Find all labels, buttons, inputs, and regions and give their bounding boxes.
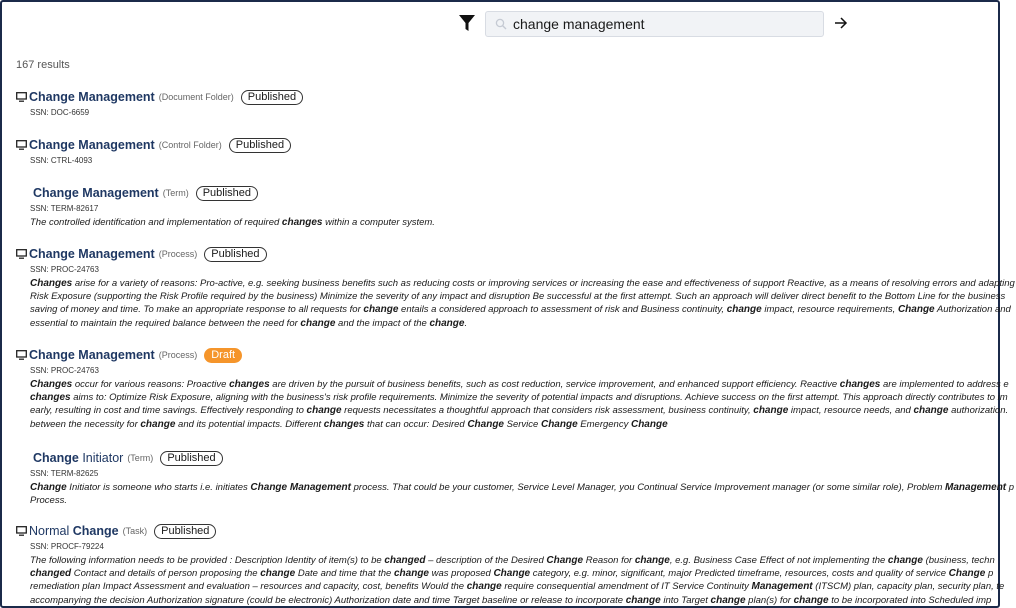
- description-text: within a computer system.: [322, 217, 435, 228]
- description-text: The following information needs to be provided : Description Identity of item(s) to be: [30, 555, 385, 566]
- highlight-term: Change: [540, 418, 578, 430]
- description-text: plan(s) for: [745, 594, 794, 606]
- description-text: are implemented to address e: [880, 379, 1009, 390]
- highlight-term: changes: [281, 217, 323, 228]
- result-description-line: [16, 216, 1016, 229]
- description-text: require consequential amendment of IT Service Continuity: [501, 581, 752, 593]
- result-type: (Document Folder): [158, 92, 234, 102]
- highlight-term: change: [793, 594, 829, 606]
- status-badge: Published: [160, 451, 222, 466]
- highlight-term: change: [726, 304, 762, 316]
- result-title-link[interactable]: [29, 524, 119, 538]
- highlight-term: change: [710, 594, 746, 606]
- result-item: [2, 136, 1002, 184]
- result-type: (Term): [162, 188, 189, 198]
- result-header: [16, 88, 1002, 106]
- description-text: Initiator is someone who starts i.e. initiates: [66, 482, 251, 493]
- result-description-line: [16, 554, 1016, 567]
- highlight-term: change: [913, 405, 949, 417]
- title-part: Change: [72, 524, 119, 538]
- description-text: into Target: [660, 594, 711, 606]
- highlight-term: Change Management: [250, 482, 351, 493]
- description-text: occur for various reasons: Proactive: [72, 379, 230, 390]
- highlight-term: change: [625, 594, 661, 606]
- result-description-line: [16, 378, 1016, 391]
- description-text: p: [1006, 482, 1015, 493]
- description-text: essential to maintain the required balance between the need for: [30, 317, 301, 329]
- description-text: was proposed: [429, 568, 494, 580]
- monitor-icon: [16, 526, 27, 536]
- result-description-line: [16, 317, 1016, 330]
- highlight-term: change: [393, 568, 429, 580]
- highlight-term: changed: [30, 568, 72, 580]
- result-ssn: SSN: DOC-6659: [30, 108, 90, 117]
- highlight-term: Change: [948, 568, 986, 580]
- highlight-term: changes: [229, 379, 270, 390]
- search-box[interactable]: [485, 11, 824, 37]
- filter-icon[interactable]: [458, 14, 476, 32]
- description-text: Process.: [30, 495, 67, 507]
- description-text: process. That could be your customer, Service Level Manager, you Continual Service Improvement manager (or some similar role), Problem: [351, 482, 946, 493]
- description-text: and its potential impacts. Different: [175, 418, 324, 430]
- description-text: Service: [504, 418, 541, 430]
- highlight-term: change: [140, 418, 176, 430]
- description-text: aims to: Optimize Risk Exposure, aligning with the business's risk profile requirements. Minimize the severity of potential impacts and disruptions. Achieve success on the first attempt. This approach directly contributes to im: [70, 392, 1008, 404]
- description-text: Authorization and: [934, 304, 1011, 316]
- status-badge: Published: [204, 247, 266, 262]
- result-header: [16, 245, 1002, 263]
- highlight-term: changed: [384, 555, 426, 566]
- result-description-line: [16, 494, 1016, 507]
- result-title-link[interactable]: Change Management: [29, 247, 155, 261]
- highlight-term: change: [429, 317, 465, 329]
- result-description-line: [16, 277, 1016, 290]
- status-badge: Published: [229, 138, 291, 153]
- highlight-term: changes: [323, 418, 365, 430]
- highlight-term: change: [300, 317, 336, 329]
- description-text: Date and time that the: [295, 568, 394, 580]
- search-input[interactable]: [513, 14, 813, 34]
- result-header: [16, 346, 1002, 364]
- arrow-right-icon[interactable]: [834, 16, 848, 30]
- result-header: [16, 449, 1002, 467]
- status-badge: Published: [241, 90, 303, 105]
- highlight-term: changes: [30, 392, 71, 404]
- description-text: arise for a variety of reasons: Pro-active, e.g. seeking business benefits such as reducing costs or improving services or increasing the ease and effectiveness of support Reactive, as a means of resolving errors and adapting: [72, 278, 1015, 289]
- highlight-term: Change: [897, 304, 935, 316]
- result-ssn: SSN: PROCF-79224: [30, 542, 104, 551]
- result-item: [2, 449, 1015, 522]
- result-item: [2, 245, 1015, 346]
- result-item: [2, 184, 1002, 245]
- highlight-term: change: [306, 405, 342, 417]
- description-text: Reason for: [583, 555, 635, 566]
- description-text: saving of money and time. To make an appropriate response to all requests for: [30, 304, 364, 316]
- result-title-link[interactable]: Change Management: [29, 138, 155, 152]
- results-count: 167 results: [16, 59, 70, 71]
- highlight-term: Change: [30, 482, 67, 493]
- monitor-icon: [16, 140, 27, 150]
- monitor-icon: [16, 249, 27, 259]
- highlight-term: Changes: [30, 278, 73, 289]
- status-badge: Draft: [204, 348, 242, 363]
- result-item: [2, 346, 1009, 449]
- description-text: – description of the Desired: [425, 555, 547, 566]
- result-description-line: [16, 567, 1016, 580]
- result-type: (Term): [127, 453, 154, 463]
- monitor-icon: [16, 92, 27, 102]
- description-text: , e.g. Business Case Effect of not implementing the: [669, 555, 888, 566]
- result-ssn: SSN: PROC-24763: [30, 265, 99, 274]
- result-item: [2, 88, 1002, 136]
- description-text: to be incorporated into Scheduled imp: [828, 594, 992, 606]
- results-list: [2, 88, 1015, 606]
- result-title-link[interactable]: Change Management: [33, 186, 159, 200]
- highlight-term: change: [753, 405, 789, 417]
- result-description-line: [16, 594, 1016, 607]
- result-description-line: [16, 391, 1016, 404]
- description-text: accompanying the decision Authorization signature (could be electronic) Authorization date and time Target baseline or release to incorporate: [30, 594, 626, 606]
- description-text: authorization.: [948, 405, 1009, 417]
- description-text: impact, resource needs, and: [788, 405, 914, 417]
- description-text: impact, resource requirements,: [761, 304, 898, 316]
- result-description-line: [16, 290, 1016, 303]
- result-description-line: [16, 303, 1016, 316]
- result-ssn: SSN: CTRL-4093: [30, 156, 93, 165]
- result-type: (Process): [158, 249, 198, 259]
- result-ssn: SSN: TERM-82625: [30, 469, 99, 478]
- result-type: (Task): [122, 526, 148, 536]
- monitor-icon: [16, 350, 27, 360]
- search-icon: [495, 18, 507, 30]
- highlight-term: Management: [751, 581, 813, 593]
- description-text: are driven by the pursuit of business benefits, such as cost reduction, service improvement, and enhanced support efficiency. Reactive: [269, 379, 840, 390]
- result-type: (Control Folder): [158, 140, 222, 150]
- title-part: Change: [33, 451, 79, 465]
- description-text: (business, techn: [922, 555, 995, 566]
- title-part: Normal: [29, 524, 73, 538]
- result-ssn: SSN: TERM-82617: [30, 204, 99, 213]
- description-text: that can occur: Desired: [364, 418, 468, 430]
- result-item: [2, 522, 1005, 606]
- result-type: (Process): [158, 350, 198, 360]
- result-ssn: SSN: PROC-24763: [30, 366, 99, 375]
- description-text: The controlled identification and implementation of required: [30, 217, 282, 228]
- description-text: category, e.g. minor, significant, major Predicted timeframe, resources, costs and quality of service: [530, 568, 949, 580]
- result-description-line: [16, 481, 1016, 494]
- description-text: remediation plan Impact Assessment and evaluation – resources and capacity, cost, benefits Would the: [30, 581, 467, 593]
- highlight-term: Change: [630, 418, 668, 430]
- highlight-term: Change: [493, 568, 531, 580]
- highlight-term: change: [363, 304, 399, 316]
- description-text: Emergency: [577, 418, 631, 430]
- description-text: and the impact of the: [335, 317, 430, 329]
- highlight-term: changes: [839, 379, 881, 390]
- result-description-line: [16, 404, 1016, 417]
- highlight-term: change: [887, 555, 923, 566]
- result-description-line: [16, 580, 1016, 593]
- result-header: [16, 522, 1002, 540]
- description-text: entails a considered approach to assessment of risk and Business continuity,: [398, 304, 727, 316]
- description-text: Contact and details of person proposing the: [71, 568, 261, 580]
- status-badge: Published: [154, 524, 216, 539]
- highlight-term: Management: [945, 482, 1007, 493]
- description-text: Risk Exposure (supporting the Risk Profile required by the business) Minimize the severity of any impact and disruption Be successful at the first attempt. Such an approach will deliver direct benefit to the Bottom Line for the business: [30, 291, 1006, 303]
- description-text: p: [985, 568, 994, 580]
- status-badge: Published: [196, 186, 258, 201]
- highlight-term: change: [466, 581, 502, 593]
- highlight-term: change: [634, 555, 670, 566]
- result-header: [16, 184, 1002, 202]
- result-title-link[interactable]: Change Management: [29, 348, 155, 362]
- description-text: between the necessity for: [30, 418, 141, 430]
- result-header: [16, 136, 1002, 154]
- title-part: Initiator: [78, 451, 124, 465]
- highlight-term: Change: [467, 418, 504, 430]
- highlight-term: Change: [546, 555, 584, 566]
- result-description-line: [16, 418, 1016, 431]
- description-text: (ITSCM) plan, capacity plan, security plan, te: [812, 581, 1005, 593]
- description-text: requests necessitates a thoughtful approach that considers risk assessment, business continuity,: [341, 405, 754, 417]
- result-title-link[interactable]: Change Management: [29, 90, 155, 104]
- result-title-link[interactable]: [33, 451, 123, 465]
- highlight-term: change: [260, 568, 296, 580]
- highlight-term: Changes: [30, 379, 73, 390]
- description-text: .: [464, 317, 468, 329]
- description-text: early, resulting in cost and time savings. Effectively responding to: [30, 405, 307, 417]
